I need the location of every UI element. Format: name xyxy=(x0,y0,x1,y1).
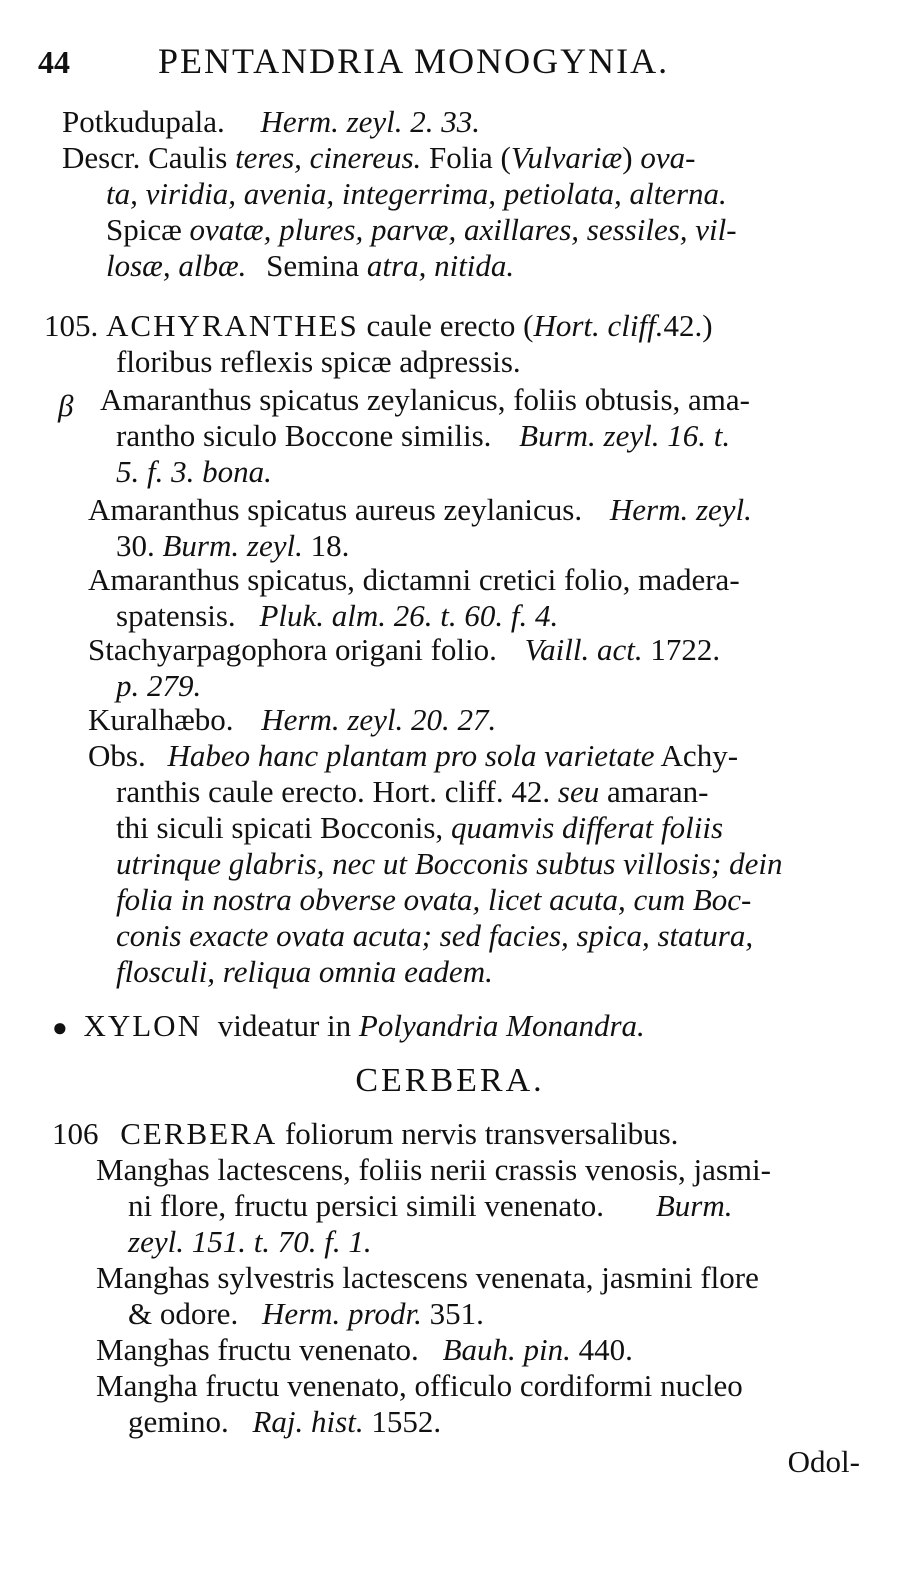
text-span: Folia ( xyxy=(429,140,511,175)
synonym-line: Manghas lactescens, foliis nerii crassis venosis, jasmi- xyxy=(96,1152,771,1187)
text-span: amaran- xyxy=(606,774,709,809)
synonym-line xyxy=(116,418,730,454)
text-span: Vaill. act. xyxy=(524,632,643,667)
synonym-line: Manghas sylvestris lactescens venenata, jasmini flore xyxy=(96,1260,759,1295)
text-span: ni flore, fructu persici simili venenato. xyxy=(128,1188,605,1223)
synonym-line xyxy=(88,632,720,668)
text-span: Herm. prodr. xyxy=(261,1296,422,1331)
text-span: Vulvariæ xyxy=(510,140,623,175)
text-line xyxy=(106,248,514,284)
text-span: Kuralhæbo. xyxy=(88,702,234,737)
genus-name: ACHYRANTHES xyxy=(106,308,359,343)
text-span: 1552. xyxy=(371,1404,442,1439)
synonym-line xyxy=(128,1188,732,1224)
text-span: 351. xyxy=(429,1296,484,1331)
genus-heading: CERBERA. xyxy=(355,1062,545,1099)
text-span: ranthis caule erecto. Hort. cliff. 42. xyxy=(116,774,551,809)
text-span: Descr. Caulis xyxy=(62,140,228,175)
synonym-line: p. 279. xyxy=(116,668,202,703)
text-span: 440. xyxy=(578,1332,633,1367)
synonym-line: Amaranthus spicatus, dictamni cretici folio, madera- xyxy=(88,562,740,597)
variety-marker: β xyxy=(58,388,74,423)
text-span: spatensis. xyxy=(116,598,236,633)
text-span: losæ, albæ. xyxy=(106,248,247,283)
text-span: ) xyxy=(622,140,633,175)
text-span: Raj. hist. xyxy=(252,1404,364,1439)
text-span: caule erecto ( xyxy=(366,308,534,343)
text-span: Burm. zeyl. xyxy=(162,528,303,563)
species-entry-106 xyxy=(52,1116,678,1152)
text-span: 30. xyxy=(116,528,155,563)
text-span: 16. t. xyxy=(667,418,731,453)
text-span: rantho siculo Boccone similis. xyxy=(116,418,492,453)
cross-reference xyxy=(52,1008,645,1046)
text-line xyxy=(106,212,737,248)
bullet-icon: ● xyxy=(52,1013,68,1042)
synonym-line xyxy=(96,1332,633,1368)
observation-line: flosculi, reliqua omnia eadem. xyxy=(116,954,493,989)
text-span: Manghas fructu venenato. xyxy=(96,1332,419,1367)
synonym-line: Amaranthus spicatus zeylanicus, foliis obtusis, ama- xyxy=(100,382,751,417)
text-span: foliorum nervis transversalibus. xyxy=(284,1116,679,1151)
text-line: floribus reflexis spicæ adpressis. xyxy=(116,344,521,379)
text-span: ovatæ, plures, parvæ, axillares, sessiles, vil- xyxy=(189,212,737,247)
text-span: quamvis differat foliis xyxy=(450,810,724,845)
synonym-line xyxy=(128,1404,441,1440)
text-span: ova- xyxy=(640,140,696,175)
observation-line: conis exacte ovata acuta; sed facies, spica, statura, xyxy=(116,918,754,953)
citation: Herm. zeyl. 2. 33. xyxy=(260,104,481,139)
genus-name: CERBERA xyxy=(120,1116,278,1151)
synonym-line: 5. f. 3. bona. xyxy=(116,454,272,489)
running-title: PENTANDRIA MONOGYNIA. xyxy=(158,41,670,81)
text-span: Amaranthus spicatus aureus zeylanicus. xyxy=(88,492,583,527)
text-span: 42.) xyxy=(663,308,713,343)
text-span: atra, nitida. xyxy=(366,248,515,283)
synonym-line xyxy=(88,492,752,528)
text-span: Polyandria Monandra. xyxy=(358,1008,645,1043)
synonym-line xyxy=(116,528,349,564)
text-span: Herm. zeyl. xyxy=(609,492,752,527)
text-span: seu xyxy=(557,774,600,809)
text-span: Semina xyxy=(266,248,360,283)
species-entry-105 xyxy=(44,308,713,344)
synonym-line xyxy=(88,702,496,738)
synonym-line: Mangha fructu venenato, officulo cordiformi nucleo xyxy=(96,1368,743,1403)
synonym-line xyxy=(128,1296,484,1332)
text-span: XYLON xyxy=(83,1008,202,1043)
text-span: Spicæ xyxy=(106,212,182,247)
text-span: Hort. cliff. xyxy=(533,308,664,343)
page-number: 44 xyxy=(38,44,70,80)
text-span: Obs. xyxy=(88,738,146,773)
text-span: Habeo hanc plantam pro sola varietate xyxy=(167,738,655,773)
observation-line xyxy=(116,810,723,846)
observation-line xyxy=(116,774,709,810)
text-span: & odore. xyxy=(128,1296,239,1331)
text-span: Achy- xyxy=(660,738,739,773)
text-line xyxy=(62,140,695,176)
plant-name: Potkudupala. xyxy=(62,104,225,139)
observation-line xyxy=(88,738,738,774)
text-line xyxy=(62,104,480,140)
text-span: Burm. zeyl. xyxy=(519,418,660,453)
text-span: Burm. xyxy=(655,1188,733,1223)
catchword: Odol- xyxy=(787,1444,860,1479)
observation-line: utrinque glabris, nec ut Bocconis subtus villosis; dein xyxy=(116,846,783,881)
text-span: videatur in xyxy=(217,1008,352,1043)
text-span: Herm. zeyl. 20. 27. xyxy=(261,702,497,737)
synonym-line: zeyl. 151. t. 70. f. 1. xyxy=(128,1224,372,1259)
text-span: 18. xyxy=(310,528,350,563)
text-span: thi siculi spicati Bocconis, xyxy=(116,810,444,845)
text-line: ta, viridia, avenia, integerrima, petiolata, alterna. xyxy=(106,176,727,211)
text-span: Pluk. alm. 26. t. 60. f. 4. xyxy=(259,598,559,633)
observation-line: folia in nostra obverse ovata, licet acuta, cum Boc- xyxy=(116,882,752,917)
text-span: 1722. xyxy=(650,632,721,667)
text-span: teres, cinereus. xyxy=(235,140,422,175)
text-span: gemino. xyxy=(128,1404,229,1439)
text-span: Bauh. pin. xyxy=(442,1332,571,1367)
text-span: Stachyarpagophora origani folio. xyxy=(88,632,497,667)
entry-number: 106 xyxy=(52,1116,99,1151)
entry-number: 105. xyxy=(44,308,99,343)
synonym-line xyxy=(116,598,558,634)
